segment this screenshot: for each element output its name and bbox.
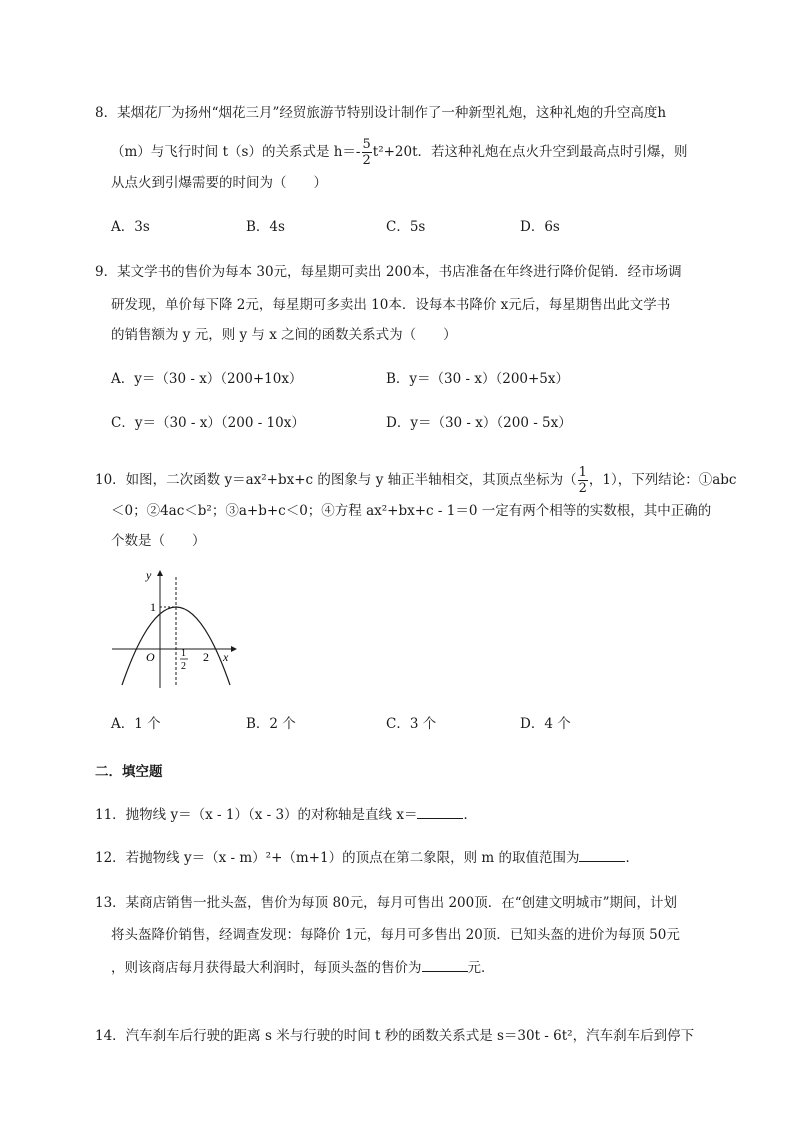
- tick-label-half-num: 1: [181, 648, 186, 659]
- q10-fraction: [578, 465, 588, 496]
- tick-label-2: 2: [203, 650, 209, 664]
- q13-line1: 13．某商店销售一批头盔，售价为每顶 80元，每月可售出 200顶．在“创建文明城市”期间，计划: [95, 895, 678, 911]
- q13-line3: [111, 957, 495, 978]
- q10-parabola-graph: [108, 565, 243, 690]
- q13-line3-end: 元．: [467, 960, 495, 976]
- q11-text: 11．抛物线 y＝（x - 1）（x - 3）的对称轴是直线 x＝: [95, 807, 418, 823]
- tick-label-half-den: 2: [181, 661, 186, 672]
- q10-option-c[interactable]: C．3 个: [386, 716, 437, 732]
- q13-answer-blank[interactable]: [422, 957, 468, 972]
- q9-line3: 的销售额为 y 元，则 y 与 x 之间的函数关系式为（ ）: [111, 327, 457, 343]
- q8-option-c[interactable]: C．5s: [386, 219, 426, 235]
- q8-line2-start: （m）与飞行时间 t（s）的关系式是 h＝-: [111, 144, 361, 160]
- q13-line2: 将头盔降价销售，经调查发现：每降价 1元，每月可多售出 20顶．已知头盔的进价为每顶 50元: [111, 927, 680, 943]
- q8-frac-den: 2: [362, 153, 371, 168]
- q9-option-b[interactable]: B．y＝（30 - x）（200+5x）: [386, 371, 570, 387]
- q9-option-c[interactable]: C．y＝（30 - x）（200 - 10x）: [111, 415, 305, 431]
- q8-fraction: [362, 137, 372, 168]
- q8-frac-num: 5: [362, 137, 371, 152]
- q10-line2: ＜0；②4ac＜b²；③a+b+c＜0；④方程 ax²+bx+c - 1＝0 一定有两个相等的实数根，其中正确的: [111, 503, 712, 519]
- q10-option-a[interactable]: A．1 个: [111, 716, 161, 732]
- q10-frac-den: 2: [578, 481, 587, 496]
- q9-option-a[interactable]: A．y＝（30 - x）（200+10x）: [111, 371, 303, 387]
- q12-line: [95, 847, 639, 868]
- q11-end: ．: [463, 807, 477, 823]
- q8-line1: 8．某烟花厂为扬州“烟花三月”经贸旅游节特别设计制作了一种新型礼炮，这种礼炮的升空高度h: [95, 105, 667, 121]
- q8-option-a[interactable]: A．3s: [111, 219, 150, 235]
- q10-line1-end: ，1），下列结论：①abc: [588, 472, 737, 488]
- q12-end: ．: [625, 850, 639, 866]
- x-axis-label: x: [223, 650, 229, 664]
- q10-line3: 个数是（ ）: [111, 533, 206, 549]
- q8-option-d[interactable]: D．6s: [520, 219, 560, 235]
- q9-option-d[interactable]: D．y＝（30 - x）（200 - 5x）: [386, 415, 572, 431]
- q14-line1: 14．汽车刹车后行驶的距离 s 米与行驶的时间 t 秒的函数关系式是 s＝30t - 6t²，汽车刹车后到停下: [95, 1028, 695, 1044]
- q10-frac-num: 1: [578, 465, 587, 480]
- q10-option-b[interactable]: B．2 个: [246, 716, 296, 732]
- q12-text: 12．若抛物线 y＝（x - m）²+（m+1）的顶点在第二象限，则 m 的取值范围为: [95, 850, 580, 866]
- tick-label-1: 1: [150, 600, 156, 614]
- q8-line2: [111, 137, 688, 168]
- q8-option-b[interactable]: B．4s: [246, 219, 285, 235]
- q8-line3: 从点火到引爆需要的时间为（ ）: [111, 175, 327, 191]
- y-axis-label: y: [146, 568, 152, 582]
- q10-line1-start: 10．如图，二次函数 y＝ax²+bx+c 的图象与 y 轴正半轴相交，其顶点坐标为（: [95, 472, 577, 488]
- q9-line1: 9．某文学书的售价为每本 30元，每星期可卖出 200本，书店准备在年终进行降价促销．经市场调: [95, 264, 682, 280]
- q8-line2-end: t²+20t．若这种礼炮在点火升空到最高点时引爆，则: [372, 144, 688, 160]
- q11-line: [95, 804, 477, 825]
- origin-label: O: [146, 650, 155, 664]
- q12-answer-blank[interactable]: [579, 847, 625, 862]
- q10-option-d[interactable]: D．4 个: [520, 716, 571, 732]
- section-fill-in-title: 二．填空题: [95, 764, 163, 780]
- q9-line2: 研发现，单价每下降 2元，每星期可多卖出 10本．设每本书降价 x元后，每星期售出此文学书: [111, 297, 671, 313]
- q11-answer-blank[interactable]: [417, 804, 463, 819]
- q13-line3-text: ，则该商店每月获得最大利润时，每顶头盔的售价为: [111, 960, 422, 976]
- q10-line1: [95, 465, 736, 496]
